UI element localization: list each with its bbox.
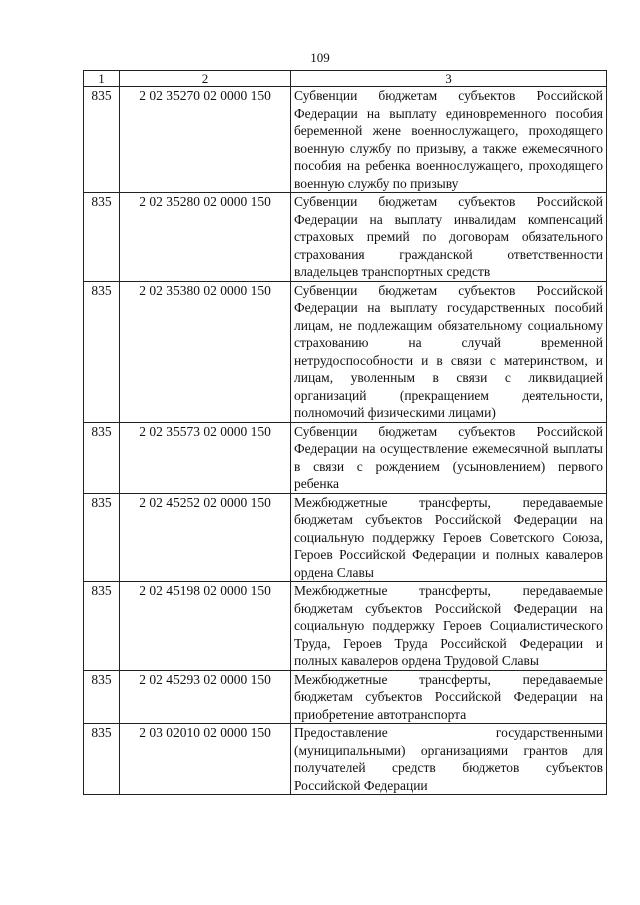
admin-code-cell: 835 [84, 493, 120, 582]
budget-code-cell: 2 02 35380 02 0000 150 [120, 281, 291, 422]
description-cell: Субвенции бюджетам субъектов Российской Федерации на осуществление ежемесячной выплаты в связи с рождением (усыновлением) первого ребенка [291, 422, 607, 493]
table-row [84, 281, 607, 422]
budget-code-cell: 2 02 45198 02 0000 150 [120, 582, 291, 671]
header-col-3: 3 [291, 71, 607, 87]
admin-code-cell: 835 [84, 422, 120, 493]
header-col-2: 2 [120, 71, 291, 87]
description-cell: Межбюджетные трансферты, передаваемые бюджетам субъектов Российской Федерации на социальную поддержку Героев Социалистического Труда, Героев Труда Российской Федерации и полных кавалеров ордена Трудовой Славы [291, 582, 607, 671]
table-row [84, 724, 607, 795]
table-header-row [84, 71, 607, 87]
table-row [84, 87, 607, 193]
budget-code-cell: 2 03 02010 02 0000 150 [120, 724, 291, 795]
budget-code-cell: 2 02 45252 02 0000 150 [120, 493, 291, 582]
admin-code-cell: 835 [84, 724, 120, 795]
table-row [84, 193, 607, 282]
description-cell: Субвенции бюджетам субъектов Российской Федерации на выплату инвалидам компенсаций страховых премий по договорам обязательного страхования гражданской ответственности владельцев транспортных средств [291, 193, 607, 282]
description-cell: Межбюджетные трансферты, передаваемые бюджетам субъектов Российской Федерации на приобретение автотранспорта [291, 670, 607, 724]
description-cell: Межбюджетные трансферты, передаваемые бюджетам субъектов Российской Федерации на социальную поддержку Героев Советского Союза, Героев Российской Федерации и полных кавалеров ордена Славы [291, 493, 607, 582]
header-col-1: 1 [84, 71, 120, 87]
budget-code-cell: 2 02 35280 02 0000 150 [120, 193, 291, 282]
table-row [84, 422, 607, 493]
description-cell: Субвенции бюджетам субъектов Российской Федерации на выплату государственных пособий лицам, не подлежащим обязательному социальному страхованию на случай временной нетрудоспособности и в связи с материнством, и лицам, уволенным в связи с ликвидацией организаций (прекращением деятельности, полномочий физическими лицами) [291, 281, 607, 422]
description-cell: Субвенции бюджетам субъектов Российской Федерации на выплату единовременного пособия беременной жене военнослужащего, проходящего военную службу по призыву, а также ежемесячного пособия на ребенка военнослужащего, проходящего военную службу по призыву [291, 87, 607, 193]
budget-classification-table [83, 70, 607, 795]
admin-code-cell: 835 [84, 87, 120, 193]
table-row [84, 493, 607, 582]
admin-code-cell: 835 [84, 281, 120, 422]
admin-code-cell: 835 [84, 582, 120, 671]
table-row [84, 582, 607, 671]
description-cell: Предоставление государственными (муниципальными) организациями грантов для получателей средств бюджетов субъектов Российской Федерации [291, 724, 607, 795]
budget-code-cell: 2 02 35573 02 0000 150 [120, 422, 291, 493]
table-row [84, 670, 607, 724]
admin-code-cell: 835 [84, 193, 120, 282]
page-number: 109 [310, 50, 330, 65]
budget-code-cell: 2 02 45293 02 0000 150 [120, 670, 291, 724]
budget-code-cell: 2 02 35270 02 0000 150 [120, 87, 291, 193]
admin-code-cell: 835 [84, 670, 120, 724]
